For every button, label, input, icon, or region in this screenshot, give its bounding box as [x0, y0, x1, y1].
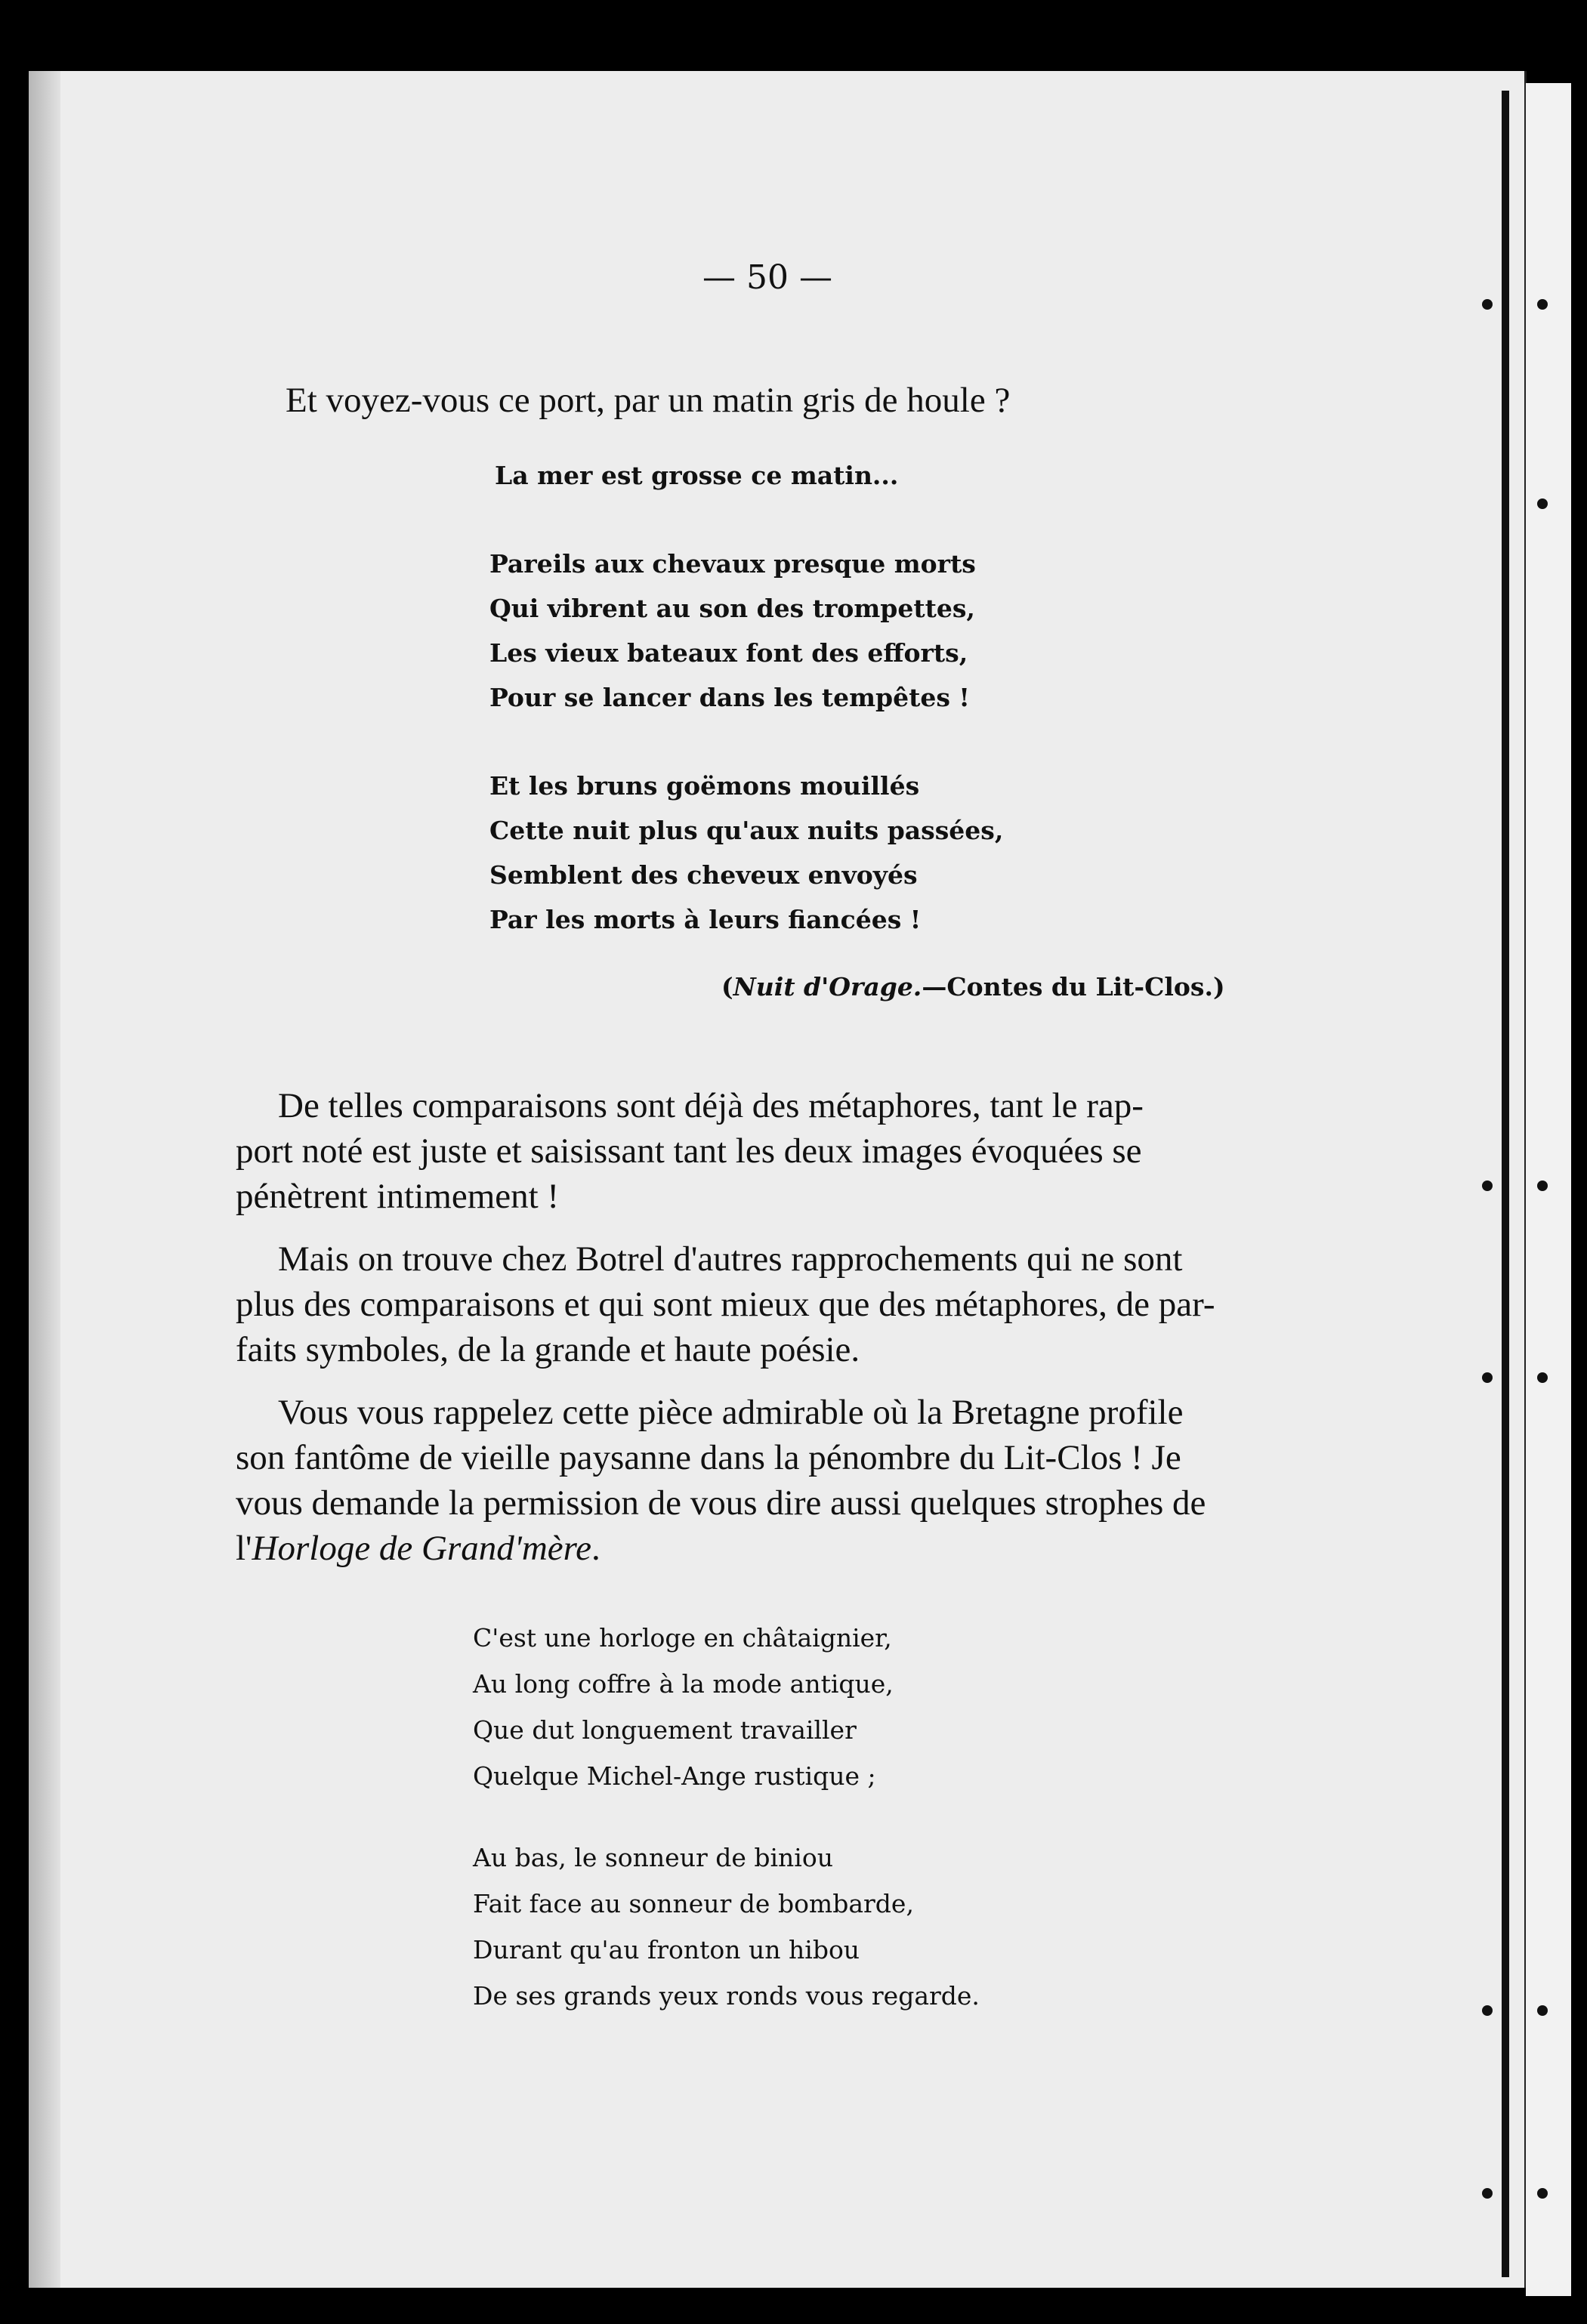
binding-dot [1482, 1372, 1493, 1383]
paragraph-line [236, 1526, 601, 1571]
verse-line: De ses grands yeux ronds vous regarde. [473, 1981, 980, 2011]
verse-line: Cette nuit plus qu'aux nuits passées, [489, 816, 1004, 845]
paragraph-line: vous demande la permission de vous dire aussi quelques strophes de [236, 1483, 1206, 1523]
page-number: — 50 — [702, 258, 832, 297]
verse-line: Quelque Michel-Ange rustique ; [473, 1761, 876, 1791]
binding-dot [1482, 1181, 1493, 1191]
verse-line: C'est une horloge en châtaignier, [473, 1623, 892, 1653]
paragraph-line: De telles comparaisons sont déjà des métaphores, tant le rap- [278, 1086, 1144, 1125]
source-paren: ( [721, 972, 733, 1002]
binding-dot [1537, 299, 1548, 310]
verse-line: Que dut longuement travailler [473, 1715, 857, 1745]
source-title: Nuit d'Orage. [733, 972, 922, 1002]
binding-dot [1537, 1372, 1548, 1383]
poem-title-italic: Horloge de Grand'mère [252, 1529, 592, 1568]
verse-line: Pour se lancer dans les tempêtes ! [489, 683, 970, 712]
intro-line: Et voyez-vous ce port, par un matin gris de houle ? [286, 381, 1011, 420]
binding-dot [1482, 2005, 1493, 2016]
verse-line: Par les morts à leurs fiancées ! [489, 905, 922, 934]
paragraph-line: Mais on trouve chez Botrel d'autres rapprochements qui ne sont [278, 1239, 1183, 1279]
verse-line: Au long coffre à la mode antique, [473, 1669, 894, 1699]
paragraph-line: port noté est juste et saisissant tant les deux images évoquées se [236, 1131, 1142, 1171]
verse-line: Fait face au sonneur de bombarde, [473, 1889, 914, 1918]
apostrophe-prefix: l' [236, 1529, 252, 1568]
verse-line: Au bas, le sonneur de biniou [473, 1843, 833, 1872]
page-edge-rule [1502, 91, 1509, 2277]
paragraph-line: son fantôme de vieille paysanne dans la pénombre du Lit-Clos ! Je [236, 1438, 1181, 1477]
verse-line: Pareils aux chevaux presque morts [489, 549, 976, 579]
binding-dot [1482, 2188, 1493, 2199]
poem1-source [721, 964, 1225, 1009]
binding-dot [1537, 498, 1548, 509]
paragraph-line: plus des comparaisons et qui sont mieux que des métaphores, de par- [236, 1285, 1215, 1324]
paragraph-line: faits symboles, de la grande et haute poésie. [236, 1330, 860, 1369]
verse-line: Qui vibrent au son des trompettes, [489, 594, 975, 623]
binding-dot [1482, 299, 1493, 310]
verse-line: Semblent des cheveux envoyés [489, 860, 918, 890]
source-collection: —Contes du Lit-Clos.) [922, 972, 1225, 1002]
binding-dot [1537, 2005, 1548, 2016]
binding-dot [1537, 1181, 1548, 1191]
page-spine-shadow [29, 71, 60, 2288]
facing-page-edge [1526, 83, 1571, 2296]
paragraph-line: Vous vous rappelez cette pièce admirable où la Bretagne profile [278, 1393, 1184, 1432]
paragraph-line: pénètrent intimement ! [236, 1177, 560, 1216]
verse-line: Et les bruns goëmons mouillés [489, 771, 920, 801]
verse-line: Durant qu'au fronton un hibou [473, 1935, 860, 1964]
poem1-first-line: La mer est grosse ce matin... [495, 461, 899, 490]
verse-line: Les vieux bateaux font des efforts, [489, 638, 968, 668]
binding-dot [1537, 2188, 1548, 2199]
period: . [591, 1529, 601, 1568]
